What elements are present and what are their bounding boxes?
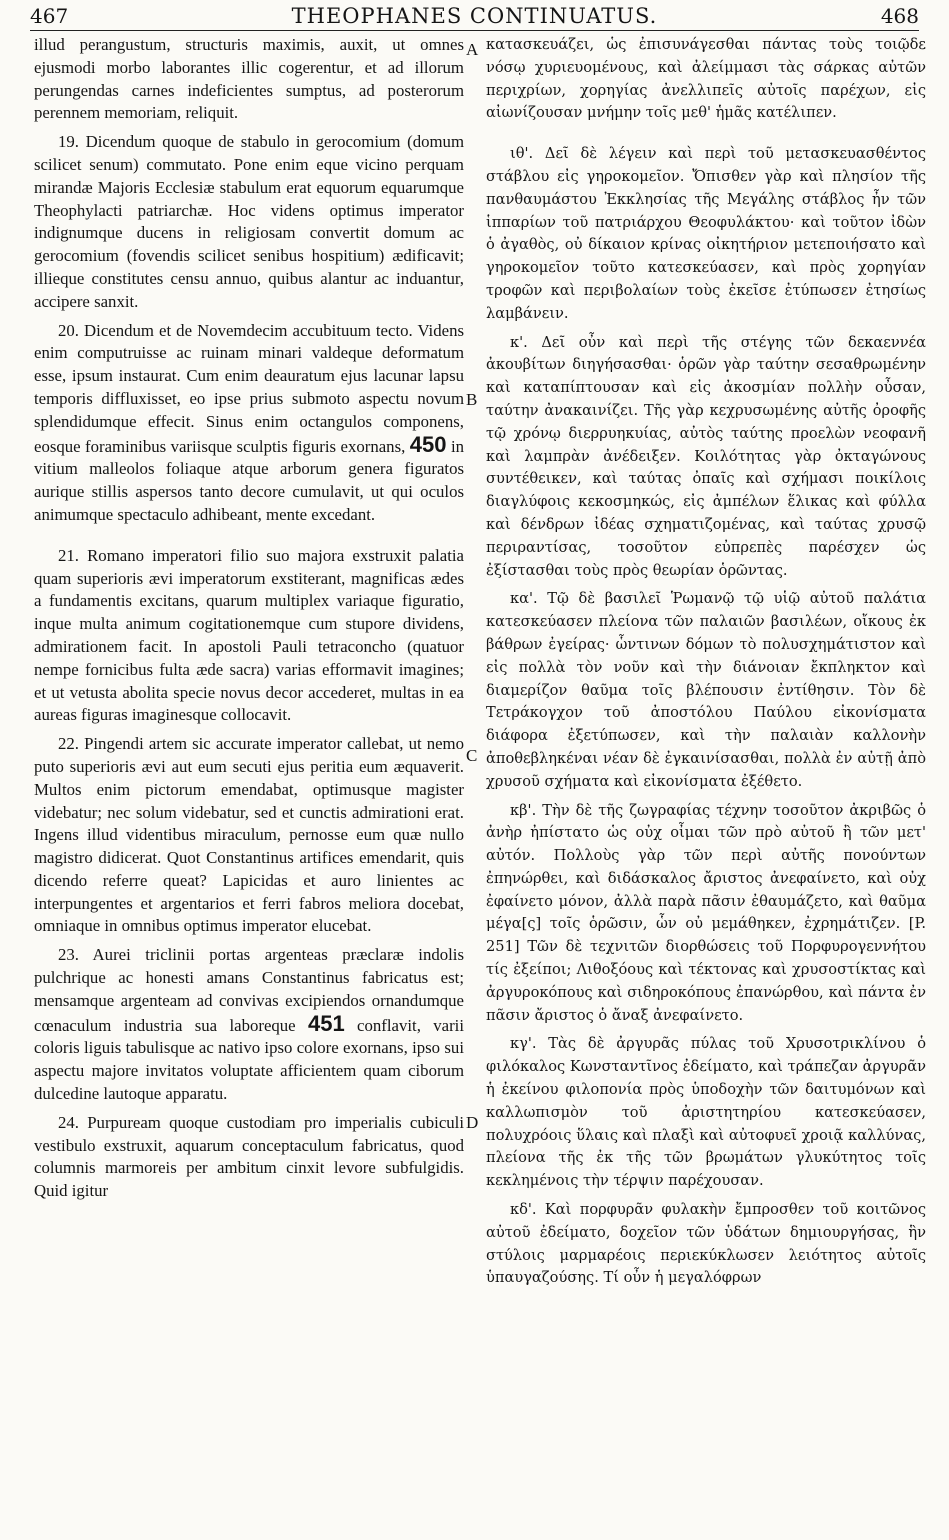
- margin-letter-d: D: [466, 1113, 479, 1132]
- latin-paragraph-19: 19. Dicendum quoque de stabulo in gerocomium (domum scilicet senum) commutato. Pone enim eque vicino perquam mirandæ Majoris Ecclesiæ stabulum erat equorum equarumque Theophylacti patriarchæ. Hoc videns optimus imperator indignumque ducens in religiosam convertit domum ac gerocomium (fovendis scilicet senibus hospitium) ædificavit; illieque constitutes censu annuo, quibus alantur ac induantur, accipere sanxit.: [34, 132, 464, 311]
- greek-paragraph-20: κ'. Δεῖ οὖν καὶ περὶ τῆς στέγης τῶν δεκαεννέα ἀκουβίτων διηγήσασθαι· ὁρῶν γὰρ ταύτην σεσαθρωμένην καὶ καταπίπτουσαν καὶ εἰς ἀκοσμίαν πολλὴν οὖσαν, ταύτην ἀνακαινίζει. Τῆς γὰρ κεχρυσωμένης αὐτῆς ὀροφῆς τῷ χρόνῳ διερρυηκυίας, αὐτὸς ταύτης προελὼν νεοφανῆ καὶ λαμπρὰν ἀνέδειξεν. Κοιλότητας γὰρ ὀκταγώνους συντέθεικεν, καὶ ταύτας ὀπαῖς καὶ σχήμασι ποικίλοις διαγλύφοις κεκοσμηκώς, εἰς ἀμπέλων ἕλικας καὶ φύλλα καὶ δένδρων ἰδέας σχηματιζομένας, καὶ ταύτας χρυσῷ περιραντίσας, τοσοῦτον εὐπρεπὲς παρέσχεν ὡς ἐξίστασθαι τοὺς πρὸς θεωρίαν ὁρῶντας.: [486, 333, 926, 579]
- greek-paragraph-21: κα'. Τῷ δὲ βασιλεῖ Ῥωμανῷ τῷ υἱῷ αὐτοῦ παλάτια κατεσκεύασεν πλείονα τῶν παλαιῶν βασιλέων, οἴκους ἐκ βάθρων ἐγείρας· ὧντινων δόμων τὸ πολυσχημάτιστον καὶ εἰς πολλὰ τὸν νοῦν καὶ τὴν διάνοιαν ἔκπληκτον καὶ διαμερίζον θαῦμα τοῖς βλέπουσιν ἐντίθησιν. Τὸν δὲ Τετράκογχον τοῦ ἀποστόλου Παύλου εἰκονίσματα διάφορα ἐξετύπωσεν, καὶ τὴν παλαιὰν καλλονὴν ἀποθεβληκέναι νέαν δὲ ἐγκαινίσασθαι, πολλὰ ἐν αὐτῇ ἀπὸ χρυσοῦ σχήματα καὶ εἰκονίσματα ἐξέθετο.: [486, 590, 926, 790]
- margin-number-451: 451: [307, 1010, 345, 1036]
- greek-paragraph-23: κγ'. Τὰς δὲ ἀργυρᾶς πύλας τοῦ Χρυσοτρικλίνου ὁ φιλόκαλος Κωνσταντῖνος ἐδείματο, καὶ τράπεζαν ἀργυρᾶν ἡ ἐκείνου φιλοπονία πρὸς ὑποδοχὴν τῶν δαιτυμόνων καὶ καλλωπισμὸν τοῦ ἀριστητηρίου κατεσκεύασεν, πολυχρόοις ὕλαις καὶ πλαξὶ καὶ αὐτοφυεῖ χροιᾷ καλλύνας, πλείονα τῆς ἐκ τῆς τῶν βρωμάτων γλυκύτητος τοῖς κεκλημένοις τὴν τέρψιν παρέχουσαν.: [486, 1035, 926, 1190]
- greek-paragraph-19: ιθ'. Δεῖ δὲ λέγειν καὶ περὶ τοῦ μετασκευασθέντος στάβλου εἰς γηροκομεῖον. Ὄπισθεν γὰρ καὶ πλησίον τῆς πανθαυμάστου Ἐκκλησίας τῆς Μεγάλης στάβλος ἦν τῶν ἱππαρίων τοῦ πατριάρχου Θεοφυλάκτου· καὶ τοῦτον ἰδὼν ὁ ἀγαθὸς, οὐ δίκαιον κρίνας οἰκητήριον μετεποιήσατο καὶ γηροκομεῖον τοῦτο κατεσκεύασεν, καὶ πρὸς χορηγίαν τροφῶν καὶ περιβολαίων τοὺς ἐκεῖσε ἐτύπωσεν ἐτησίως λαμβάνειν.: [486, 145, 926, 322]
- greek-paragraph-24: κδ'. Καὶ πορφυρᾶν φυλακὴν ἔμπροσθεν τοῦ κοιτῶνος αὐτοῦ ἐδείματο, δοχεῖον τῶν ὑδάτων δημιουργήσας, ἣν στύλοις μαρμαρέοις περιεκύκλωσεν λειότητος αὐτοῖς ὑπαυγαζούσης. Τί οὖν ἡ μεγαλόφρων: [486, 1201, 926, 1287]
- greek-paragraph-1: κατασκευάζει, ὡς ἐπισυνάγεσθαι πάντας τοὺς τοιῷδε νόσῳ χυριευομένους, καὶ ἀλείμμασι τὰς σάρκας αὐτῶν περιχρίων, χορηγίας ἀνελλιπεῖς αὐτοῖς παρέχων, εἰς αἰωνίζουσαν μνήμην τοῖς μεθ' ἡμᾶς κατέλιπεν.: [486, 36, 926, 122]
- latin-paragraph-20-cont: in vitium malleolos foliaque atque arborum genera figuratos aurique stillis aspersos tanto decore cumulavit, ut qui oculos animumque spectaculo adhibeant, mente excedant.: [34, 436, 464, 524]
- latin-paragraph-22: 22. Pingendi artem sic accurate imperator callebat, ut nemo puto superioris ævi aut eum secuti ejus peritia eum æquaverit. Multos enim pictorum emendabat, optimusque magister videbatur; nec solum videbatur, sed et cunctis admirationi erat. Ingens illud videntibus miraculum, pernosse eum quæ nullo magistro didicerat. Quot Constantinus artifices emendarit, quis dicendo referre queat? Lapicidas et auro linientes ac interpungentes et argentarios et ferri fabros meliora docebat, omniaque in omnibus optimus imperator elucebat.: [34, 734, 464, 936]
- page-header: [30, 4, 919, 30]
- margin-number-450: 450: [409, 431, 447, 457]
- margin-letter-a: A: [466, 40, 479, 59]
- running-title: THEOPHANES CONTINUATUS.: [291, 4, 658, 28]
- latin-paragraph-20-text: 20. Dicendum et de Novemdecim accubituum tecto. Videns enim computruisse ac ruinam minari valdeque deformatum esse, ipsum instaurat. Cum enim deauratum ejus lacunar lapsu temporis diffluxisset, eo ipse prius submoto aspectu novum splendidumque effecit. Sinus enim octangulos componens, eosque foraminibus variisque sculptis figuris exornans,: [34, 320, 464, 456]
- header-rule: [30, 30, 919, 31]
- left-page-number: 467: [30, 4, 69, 28]
- latin-paragraph-1: illud perangustum, structuris maximis, auxit, ut omnes ejusmodi morbo laborantes illic cogerentur, et ad illorum perungendas carnes indeficientes sumptus, ad posterorum perennem memoriam, reliquit.: [34, 35, 464, 123]
- margin-letter-c: C: [466, 746, 478, 765]
- latin-paragraph-21: 21. Romano imperatori filio suo majora exstruxit palatia quam superioris ævi imperatorum exstiterant, magnificas ædes a fundamentis excitans, quarum multiplex variaque figuratio, inque multa animum cogitationemque cum stupore dividens, admirationem facit. In apostoli Pauli tetraconcho (quatuor nempe fornicibus fulta æde sacra) varias efformavit imagines; et ut vetusta abolita specie novus decor accederet, multas in ea aureas figuras imaginesque collocavit.: [34, 545, 464, 725]
- greek-paragraph-22: κβ'. Τὴν δὲ τῆς ζωγραφίας τέχνην τοσοῦτον ἀκριβῶς ὁ ἀνὴρ ἠπίστατο ὡς οὐχ οἶμαι τῶν πρὸ αὐτοῦ ἢ τῶν μετ' αὐτόν. Πολλοὺς γὰρ τῶν περὶ αὐτῆς πονούντων ἐπηνώρθει, καὶ διδάσκαλος ἄριστος ἀνεφαίνετο, καὶ οὐχ ἐφαίνετο μόνον, ἀλλὰ παρὰ πᾶσιν ἐθαυμάζετο, καὶ θαῦμα μέγα[ς] τοῖς ὁρῶσιν, ὧν οὐ μεμάθηκεν, ἐχρημάτιζεν. [P. 251] Τῶν δὲ τεχνιτῶν διορθώσεις τοῦ Πορφυρογεννήτου τίς ἐξείποι; Λιθοξόους καὶ τέκτονας καὶ χρυσοστίκτας καὶ ἀργυροκόπους καὶ σιδηροκόπους ἐπανώρθου, καὶ πάντα ἐν πᾶσιν ἄριστος ὁ ἄναξ ἀνεφαίνετο.: [486, 801, 926, 1024]
- margin-letter-b: B: [466, 390, 478, 409]
- latin-paragraph-23-text: 23. Aurei triclinii portas argenteas præclaræ indolis pulchrique ac honesti amans Constantinus fabricatus est; mensamque argenteam ad convivas excipiendos ornandumque cœnaculum industria sua laboreque: [34, 945, 464, 1035]
- latin-paragraph-23: [34, 944, 464, 1106]
- greek-column: [486, 34, 926, 1290]
- latin-paragraph-24: 24. Purpuream quoque custodiam pro imperialis cubiculi vestibulo exstruxit, aquarum conceptaculum fabricatus, quod columnis marmoreis per ambitum cinxit levore subfulgidis. Quid igitur: [34, 1112, 464, 1201]
- latin-column: [34, 34, 464, 1203]
- right-page-number: 468: [880, 4, 919, 28]
- latin-paragraph-20: [34, 320, 464, 527]
- latin-paragraph-23-cont: conflavit, varii coloris liguis tabulisque ac nativo ipso colore exornans, ipso sui aspectu majore invitatos voluptate afficientem quam ciborum dulcedine lautoque apparatu.: [34, 1015, 464, 1104]
